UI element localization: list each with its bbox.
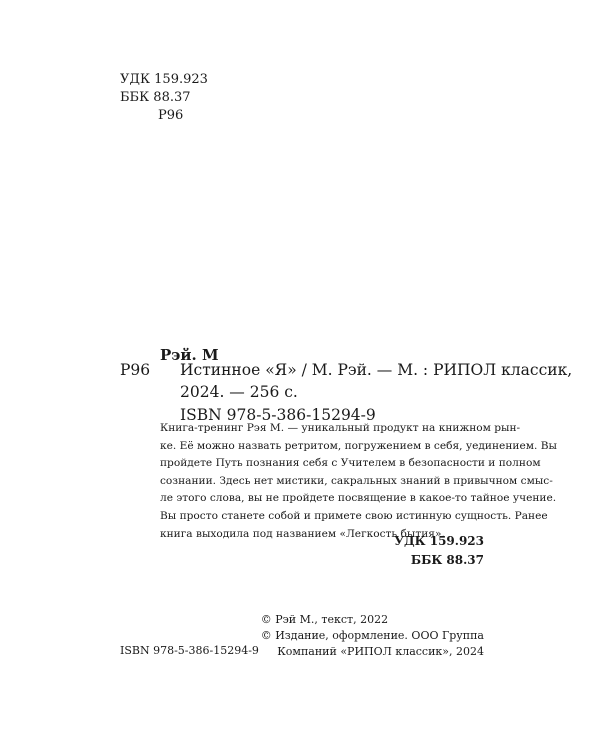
annotation-line: сознании. Здесь нет мистики, сакральных знаний в привычном смыс- bbox=[160, 474, 553, 487]
annotation-line: ле этого слова, вы не пройдете посвящение в какое-то тайное учение. bbox=[160, 492, 557, 505]
title-line-2: 2024. — 256 с. bbox=[180, 383, 298, 401]
author-name: Рэй. М bbox=[160, 346, 219, 364]
copyright-design-line-1: © Издание, оформление. ООО Группа bbox=[260, 629, 484, 642]
annotation-line: пройдете Путь познания себя с Учителем в безопасности и полном bbox=[160, 457, 541, 470]
copyright-block bbox=[261, 612, 484, 660]
annotation bbox=[160, 420, 557, 543]
udk-code-bottom: УДК 159.923 bbox=[394, 534, 484, 548]
annotation-line: Вы просто станете собой и примете свою истинную сущность. Ранее bbox=[160, 509, 548, 522]
author-sign: Р96 bbox=[120, 361, 151, 379]
udk-code-top: УДК 159.923 bbox=[120, 72, 208, 87]
annotation-line: Книга-тренинг Рэя М. — уникальный продукт на книжном рын- bbox=[160, 422, 521, 434]
copyright-design-line-2: Компаний «РИПОЛ классик», 2024 bbox=[277, 645, 484, 658]
bbk-code-bottom: ББК 88.37 bbox=[410, 553, 484, 567]
isbn-entry: ISBN 978-5-386-15294-9 bbox=[180, 406, 376, 424]
annotation-line: книга выходила под названием «Легкость бытия». bbox=[160, 527, 445, 540]
bbk-code-top: ББК 88.37 bbox=[120, 90, 191, 105]
author-sign-top: Р96 bbox=[158, 108, 184, 123]
copyright-text: © Рэй М., текст, 2022 bbox=[260, 613, 389, 626]
annotation-line: ке. Её можно назвать ретритом, погружением в себя, уединением. Вы bbox=[160, 439, 557, 452]
isbn-footer: ISBN 978-5-386-15294-9 bbox=[120, 644, 259, 657]
title-line-1: Истинное «Я» / М. Рэй. — М. : РИПОЛ классик, bbox=[180, 361, 573, 379]
